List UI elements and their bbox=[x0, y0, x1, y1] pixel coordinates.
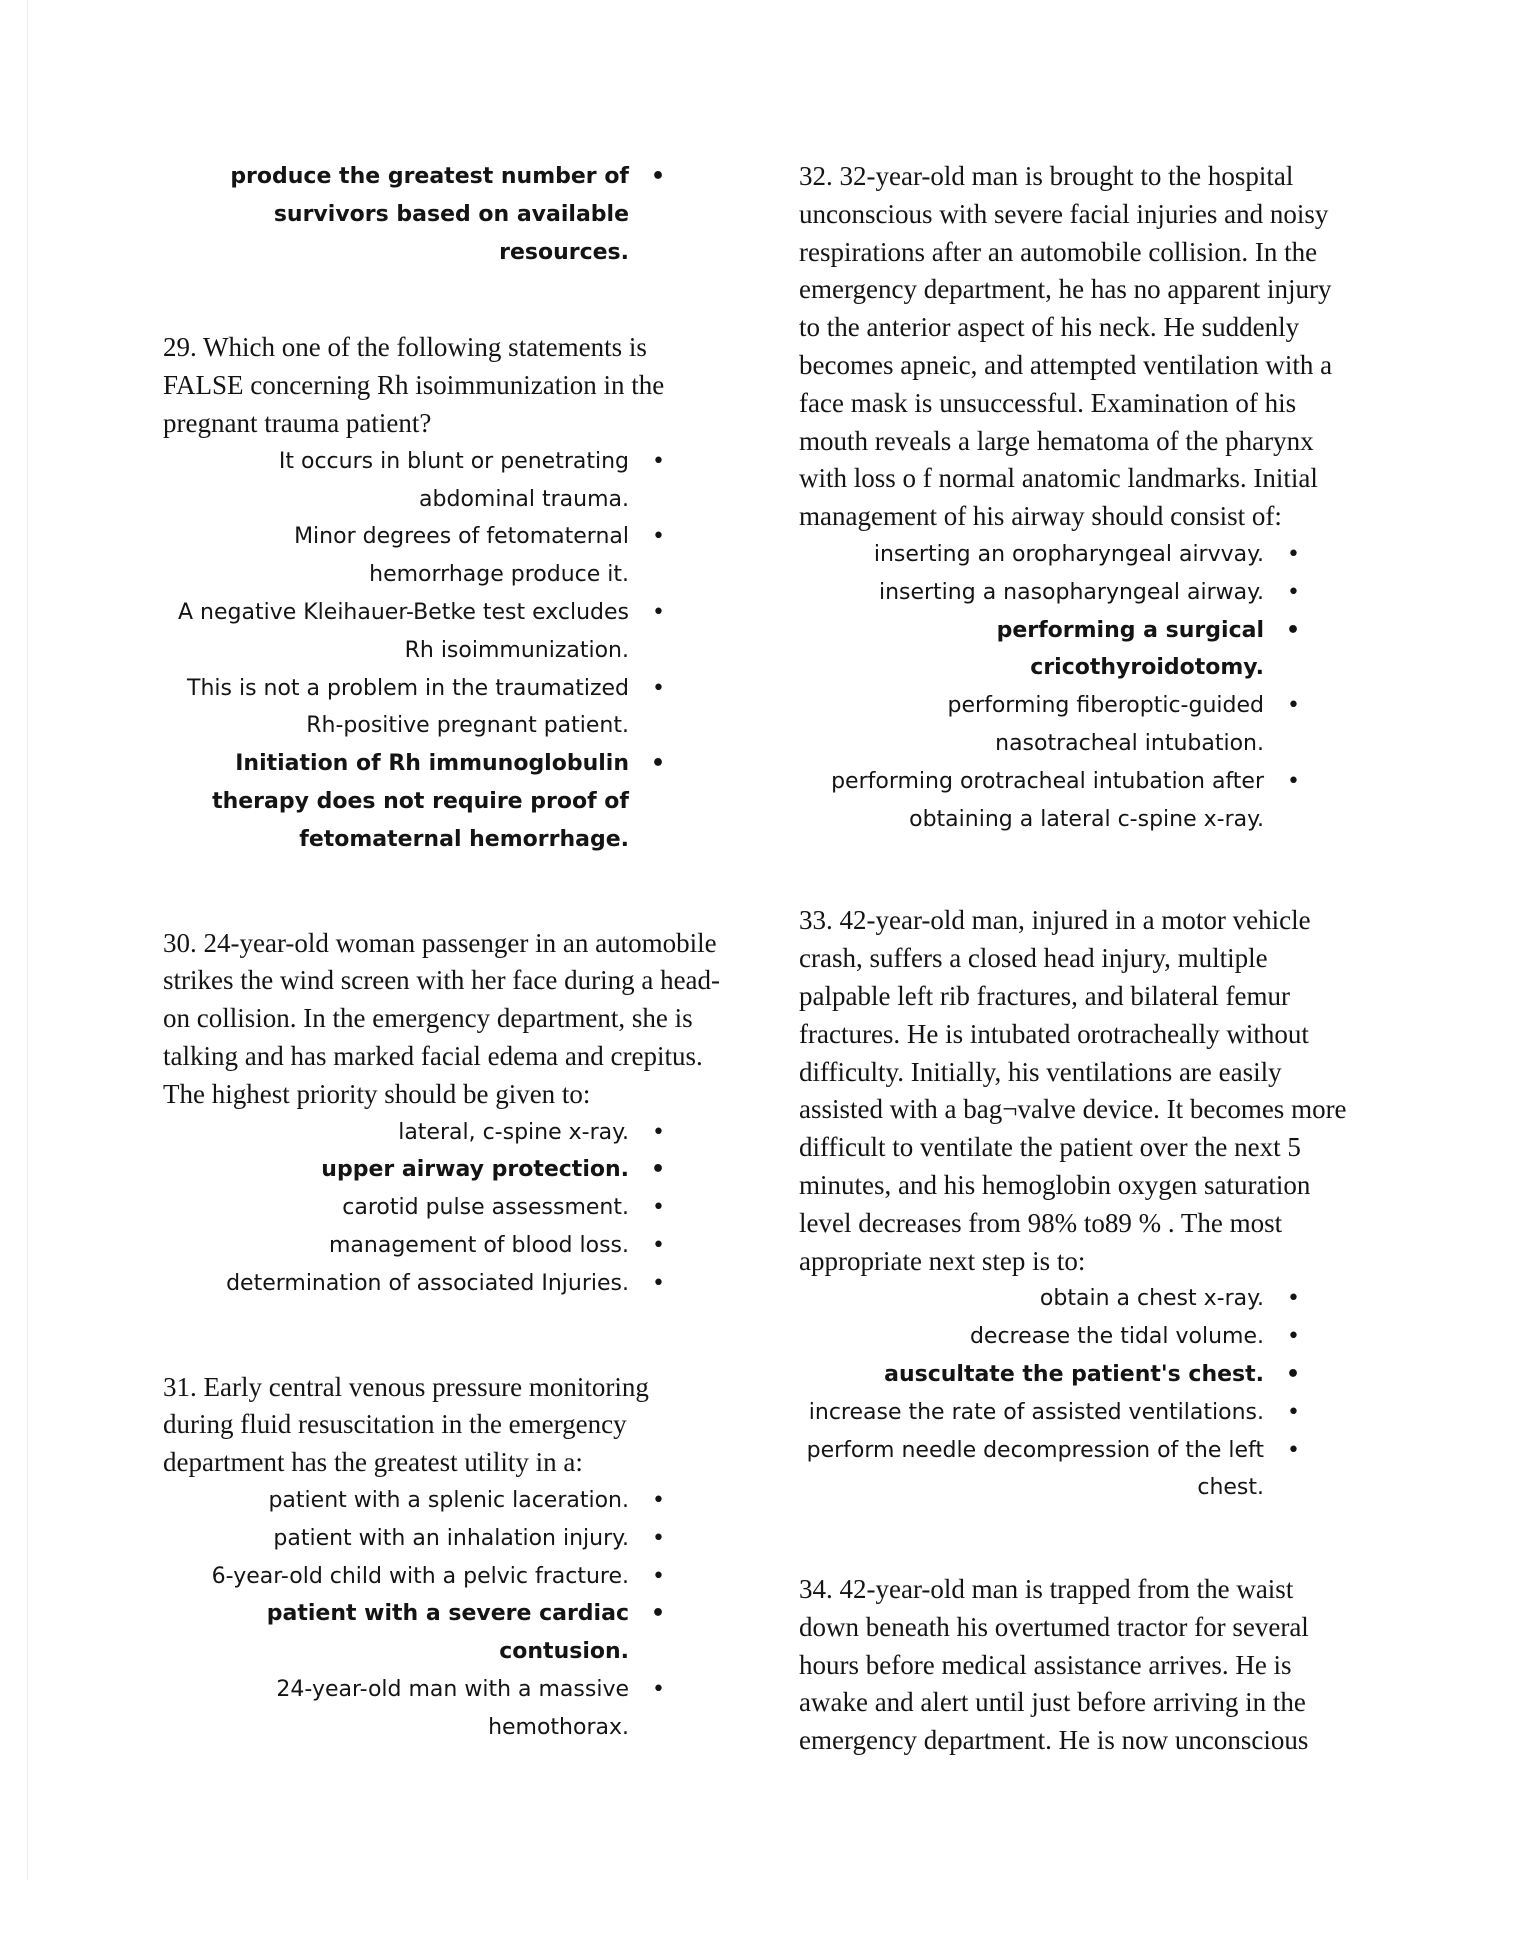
option-item bbox=[163, 1671, 665, 1747]
option-text: inserting a nasopharyngeal airway. bbox=[878, 579, 1264, 605]
option-item bbox=[163, 594, 665, 670]
bullet-icon: • bbox=[1287, 541, 1300, 567]
question-29-options bbox=[163, 443, 725, 859]
bullet-icon: • bbox=[1287, 1399, 1300, 1425]
option-text: increase the rate of assisted ventilations. bbox=[808, 1399, 1264, 1425]
option-item bbox=[799, 1318, 1300, 1356]
question-32-stem: 32. 32-year-old man is brought to the hospital unconscious with severe facial injuries and noisy respirations after an automobile collision. In the emergency department, he has no apparent injury to the anterior aspect of his neck. He suddenly becomes apneic, and attempted ventilation with a face mask is unsuccessful. Examination of his mouth reveals a large hematoma of the pharynx with loss o f normal anatomic landmarks. Initial management of his airway should consist of: bbox=[799, 161, 1333, 532]
option-item bbox=[163, 1558, 665, 1596]
option-text: Initiation of Rh immunoglobulin therapy does not require proof of fetomaternal hemorrhage. bbox=[212, 751, 629, 852]
option-text: obtain a chest x-ray. bbox=[1039, 1286, 1264, 1312]
bullet-icon: • bbox=[652, 448, 665, 474]
bullet-icon: • bbox=[650, 751, 665, 777]
bullet-icon: • bbox=[1285, 1361, 1300, 1387]
question-31-stem: 31. Early central venous pressure monitoring during fluid resuscitation in the emergency department has the greatest utility in a: bbox=[163, 1371, 649, 1478]
option-text: It occurs in blunt or penetrating abdominal trauma. bbox=[278, 448, 629, 512]
option-item bbox=[163, 1520, 665, 1558]
option-item bbox=[163, 1482, 665, 1520]
right-column bbox=[799, 158, 1359, 1760]
option-item bbox=[163, 1114, 665, 1152]
question-33-stem: 33. 42-year-old man, injured in a motor vehicle crash, suffers a closed head injury, multiple palpable left rib fractures, and bilateral femur fractures. He is intubated orotracheally without difficulty. Initially, his ventilations are easily assisted with a bag¬valve device. It becomes more difficult to ventilate the patient over the next 5 minutes, and his hemoglobin oxygen saturation level decreases from 98% to89 % . The most appropriate next step is to: bbox=[799, 905, 1347, 1276]
option-item bbox=[799, 1280, 1300, 1318]
option-item bbox=[163, 518, 665, 594]
option-item bbox=[799, 763, 1300, 839]
bullet-icon: • bbox=[1287, 1286, 1300, 1312]
question-30-options bbox=[163, 1114, 725, 1303]
question-33-options bbox=[799, 1280, 1359, 1507]
option-text: inserting an oropharyngeal airvvay. bbox=[873, 541, 1264, 567]
bullet-icon: • bbox=[652, 1563, 665, 1589]
bullet-icon: • bbox=[652, 1119, 665, 1145]
option-text: performing orotracheal intubation after obtaining a lateral c-spine x-ray. bbox=[831, 768, 1264, 832]
left-column bbox=[163, 158, 725, 1746]
bullet-icon: • bbox=[652, 1270, 665, 1296]
option-item bbox=[163, 1265, 665, 1303]
bullet-icon: • bbox=[652, 524, 665, 550]
option-item bbox=[163, 1595, 665, 1671]
option-text: Minor degrees of fetomaternal hemorrhage produce it. bbox=[294, 524, 629, 588]
bullet-icon: • bbox=[650, 164, 665, 189]
option-text: 24-year-old man with a massive hemothorax. bbox=[276, 1676, 629, 1740]
option-item bbox=[163, 670, 665, 746]
option-item bbox=[163, 1151, 665, 1189]
option-text: A negative Kleihauer-Betke test excludes Rh isoimmunization. bbox=[177, 599, 629, 663]
option-item bbox=[799, 574, 1300, 612]
option-text: This is not a problem in the traumatized Rh-positive pregnant patient. bbox=[187, 675, 629, 739]
option-text: upper airway protection. bbox=[321, 1157, 629, 1183]
bullet-icon: • bbox=[652, 1232, 665, 1258]
bullet-icon: • bbox=[650, 1601, 665, 1627]
question-28-options bbox=[163, 158, 725, 271]
option-text: 6-year-old child with a pelvic fracture. bbox=[211, 1563, 629, 1589]
bullet-icon: • bbox=[652, 1487, 665, 1513]
bullet-icon: • bbox=[1287, 693, 1300, 719]
bullet-icon: • bbox=[652, 599, 665, 625]
option-text: carotid pulse assessment. bbox=[342, 1195, 629, 1221]
option-item bbox=[799, 687, 1300, 763]
option-item bbox=[163, 1227, 665, 1265]
bullet-icon: • bbox=[1287, 1324, 1300, 1350]
option-text: lateral, c-spine x-ray. bbox=[398, 1119, 629, 1145]
bullet-icon: • bbox=[652, 675, 665, 701]
option-item bbox=[163, 745, 665, 858]
option-text: performing a surgical cricothyroidotomy. bbox=[996, 617, 1264, 681]
bullet-icon: • bbox=[1287, 579, 1300, 605]
question-29-stem: 29. Which one of the following statements is FALSE concerning Rh isoimmunization in the pregnant trauma patient? bbox=[163, 332, 665, 438]
option-item bbox=[163, 158, 665, 271]
option-item bbox=[799, 536, 1300, 574]
option-text: perform needle decompression of the left chest. bbox=[806, 1437, 1264, 1501]
question-31-options bbox=[163, 1482, 725, 1747]
option-text: produce the greatest number of survivors based on available resources. bbox=[230, 164, 629, 265]
option-item bbox=[799, 1394, 1300, 1432]
bullet-icon: • bbox=[1287, 768, 1300, 794]
option-text: determination of associated Injuries. bbox=[226, 1270, 629, 1296]
bullet-icon: • bbox=[652, 1525, 665, 1551]
question-32-options bbox=[799, 536, 1359, 838]
option-text: patient with an inhalation injury. bbox=[273, 1525, 629, 1551]
option-text: decrease the tidal volume. bbox=[969, 1324, 1264, 1350]
page-edge bbox=[27, 0, 28, 1880]
option-item bbox=[163, 1189, 665, 1227]
option-item bbox=[799, 612, 1300, 688]
option-text: management of blood loss. bbox=[328, 1232, 629, 1258]
option-text: auscultate the patient's chest. bbox=[884, 1361, 1264, 1387]
option-item bbox=[163, 443, 665, 519]
bullet-icon: • bbox=[650, 1157, 665, 1183]
question-34-stem: 34. 42-year-old man is trapped from the waist down beneath his overtumed tractor for several hours before medical assistance arrives. He is awake and alert until just before arriving in the emergency department. He is now unconscious bbox=[799, 1574, 1309, 1756]
bullet-icon: • bbox=[1285, 617, 1300, 643]
bullet-icon: • bbox=[652, 1676, 665, 1702]
option-item bbox=[799, 1356, 1300, 1394]
bullet-icon: • bbox=[1287, 1437, 1300, 1463]
option-item bbox=[799, 1432, 1300, 1508]
bullet-icon: • bbox=[652, 1195, 665, 1221]
option-text: patient with a splenic laceration. bbox=[268, 1487, 629, 1513]
question-30-stem: 30. 24-year-old woman passenger in an automobile strikes the wind screen with her face during a head-on collision. In the emergency department, she is talking and has marked facial edema and crepitus. The highest priority should be given to: bbox=[163, 927, 721, 1109]
option-text: performing fiberoptic-guided nasotracheal intubation. bbox=[947, 693, 1264, 756]
option-text: patient with a severe cardiac contusion. bbox=[266, 1601, 629, 1665]
